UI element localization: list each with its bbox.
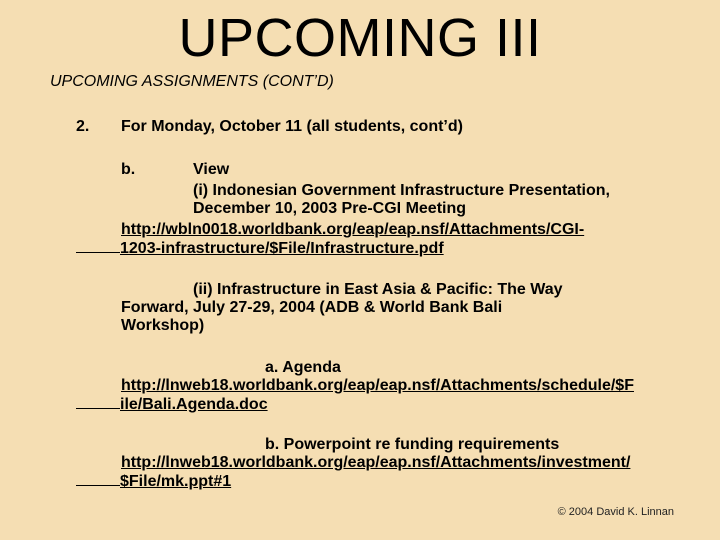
powerpoint-label: b. Powerpoint re funding requirements bbox=[265, 436, 560, 453]
link-agenda-line2[interactable]: ile/Bali.Agenda.doc bbox=[120, 396, 268, 413]
sub-letter: b. bbox=[121, 161, 136, 178]
link-infrastructure-pdf-line2-wrap[interactable] bbox=[76, 239, 444, 258]
link-powerpoint-line2[interactable]: $File/mk.ppt#1 bbox=[120, 473, 232, 490]
link-agenda-line1[interactable]: http://lnweb18.worldbank.org/eap/eap.nsf/Attachments/schedule/$F bbox=[121, 377, 634, 394]
item-number: 2. bbox=[76, 118, 90, 135]
slide-subtitle: UPCOMING ASSIGNMENTS (CONT’D) bbox=[50, 73, 334, 90]
link-infrastructure-pdf-line2[interactable]: 1203-infrastructure/$File/Infrastructure.pdf bbox=[120, 240, 444, 257]
link-indent-underline bbox=[76, 239, 120, 253]
item-heading: For Monday, October 11 (all students, cont’d) bbox=[121, 118, 463, 135]
link-powerpoint-line1[interactable]: http://lnweb18.worldbank.org/eap/eap.nsf/Attachments/investment/ bbox=[121, 454, 631, 471]
copyright-footer: © 2004 David K. Linnan bbox=[557, 506, 674, 518]
link-indent-underline bbox=[76, 472, 120, 486]
link-powerpoint-line2-wrap[interactable] bbox=[76, 472, 231, 491]
item-i-line2: December 10, 2003 Pre-CGI Meeting bbox=[193, 200, 467, 217]
link-indent-underline bbox=[76, 395, 120, 409]
link-infrastructure-pdf-line1[interactable]: http://wbln0018.worldbank.org/eap/eap.nsf/Attachments/CGI- bbox=[121, 221, 585, 238]
item-ii-line2: Forward, July 27-29, 2004 (ADB & World Bank Bali bbox=[121, 299, 503, 316]
agenda-label: a. Agenda bbox=[265, 359, 341, 376]
item-i-line1: (i) Indonesian Government Infrastructure Presentation, bbox=[193, 182, 610, 199]
sub-label: View bbox=[193, 161, 230, 178]
slide-title: UPCOMING III bbox=[178, 8, 542, 68]
link-agenda-line2-wrap[interactable] bbox=[76, 395, 268, 414]
item-ii-line3: Workshop) bbox=[121, 317, 205, 334]
item-ii-line1: (ii) Infrastructure in East Asia & Pacific: The Way bbox=[193, 281, 563, 298]
